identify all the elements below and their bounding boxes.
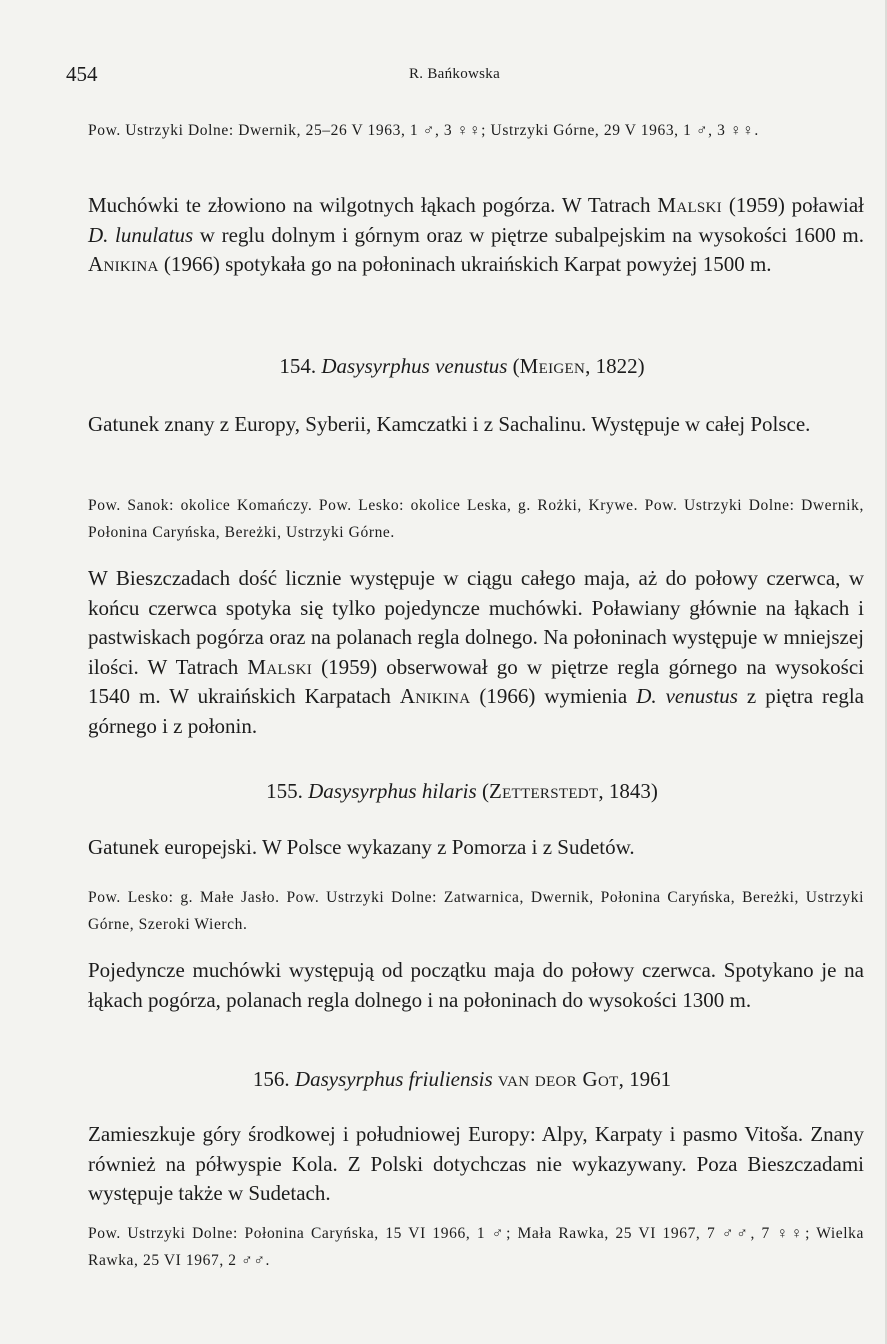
running-title: R. Bańkowska (408, 66, 501, 82)
species-heading-155: 155. Dasysyrphus hilaris (Zetterstedt, 1843) (266, 779, 658, 803)
paragraph: Zamieszkuje góry środkowej i południowej Europy: Alpy, Karpaty i pasmo Vitoša. Znany również na półwyspie Kola. Z Polski dotychczas nie wykazywany. Poza Bieszczadami występuje także w Sudetach. (88, 1122, 864, 1205)
locality-record: Pow. Sanok: okolice Komańczy. Pow. Lesko: okolice Leska, g. Rożki, Krywe. Pow. Ustrzyki Dolne: Dwernik, Połonina Caryńska, Bereżki, Ustrzyki Górne. (88, 497, 864, 541)
locality-record: Pow. Ustrzyki Dolne: Połonina Caryńska, 15 VI 1966, 1 ♂; Mała Rawka, 25 VI 1967, 7 ♂♂, 7 ♀♀; Wielka Rawka, 25 VI 1967, 2 ♂♂. (88, 1225, 864, 1269)
locality-record: Pow. Lesko: g. Małe Jasło. Pow. Ustrzyki Dolne: Zatwarnica, Dwernik, Połonina Caryńska, Bereżki, Ustrzyki Górne, Szeroki Wierch. (88, 889, 864, 933)
paragraph: Gatunek znany z Europy, Syberii, Kamczatki i z Sachalinu. Występuje w całej Polsce. (88, 412, 811, 436)
paragraph: Gatunek europejski. W Polsce wykazany z Pomorza i z Sudetów. (88, 835, 635, 859)
page-number: 454 (66, 62, 98, 86)
species-heading-156: 156. Dasysyrphus friuliensis van deor Got, 1961 (252, 1067, 672, 1091)
paragraph: Pojedyncze muchówki występują od początku maja do połowy czerwca. Spotykano je na łąkach pogórza, polanach regla dolnego i na połoninach do wysokości 1300 m. (88, 958, 864, 1012)
paragraph: Muchówki te złowiono na wilgotnych łąkach pogórza. W Tatrach Malski (1959) poławiał D. lunulatus w reglu dolnym i górnym oraz w piętrze subalpejskim na wysokości 1600 m. Anikina (1966) spotykała go na połoninach ukraińskich Karpat powyżej 1500 m. (88, 193, 865, 276)
page-header (66, 62, 843, 90)
species-heading-154: 154. Dasysyrphus venustus (Meigen, 1822) (279, 354, 645, 378)
paragraph: W Bieszczadach dość licznie występuje w ciągu całego maja, aż do połowy czerwca, w końcu czerwca spotyka się tylko pojedyncze muchówki. Poławiany głównie na łąkach i pastwiskach pogórza oraz na polanach regla dolnego. Na połoninach występuje w mniejszej ilości. W Tatrach Malski (1959) obserwował go w piętrze regla górnego na wysokości 1540 m. W ukraińskich Karpatach Anikina (1966) wymienia D. venustus z piętra regla górnego i z połonin. (88, 566, 864, 738)
locality-record: Pow. Ustrzyki Dolne: Dwernik, 25–26 V 1963, 1 ♂, 3 ♀♀; Ustrzyki Górne, 29 V 1963, 1 ♂, 3 ♀♀. (88, 122, 759, 139)
